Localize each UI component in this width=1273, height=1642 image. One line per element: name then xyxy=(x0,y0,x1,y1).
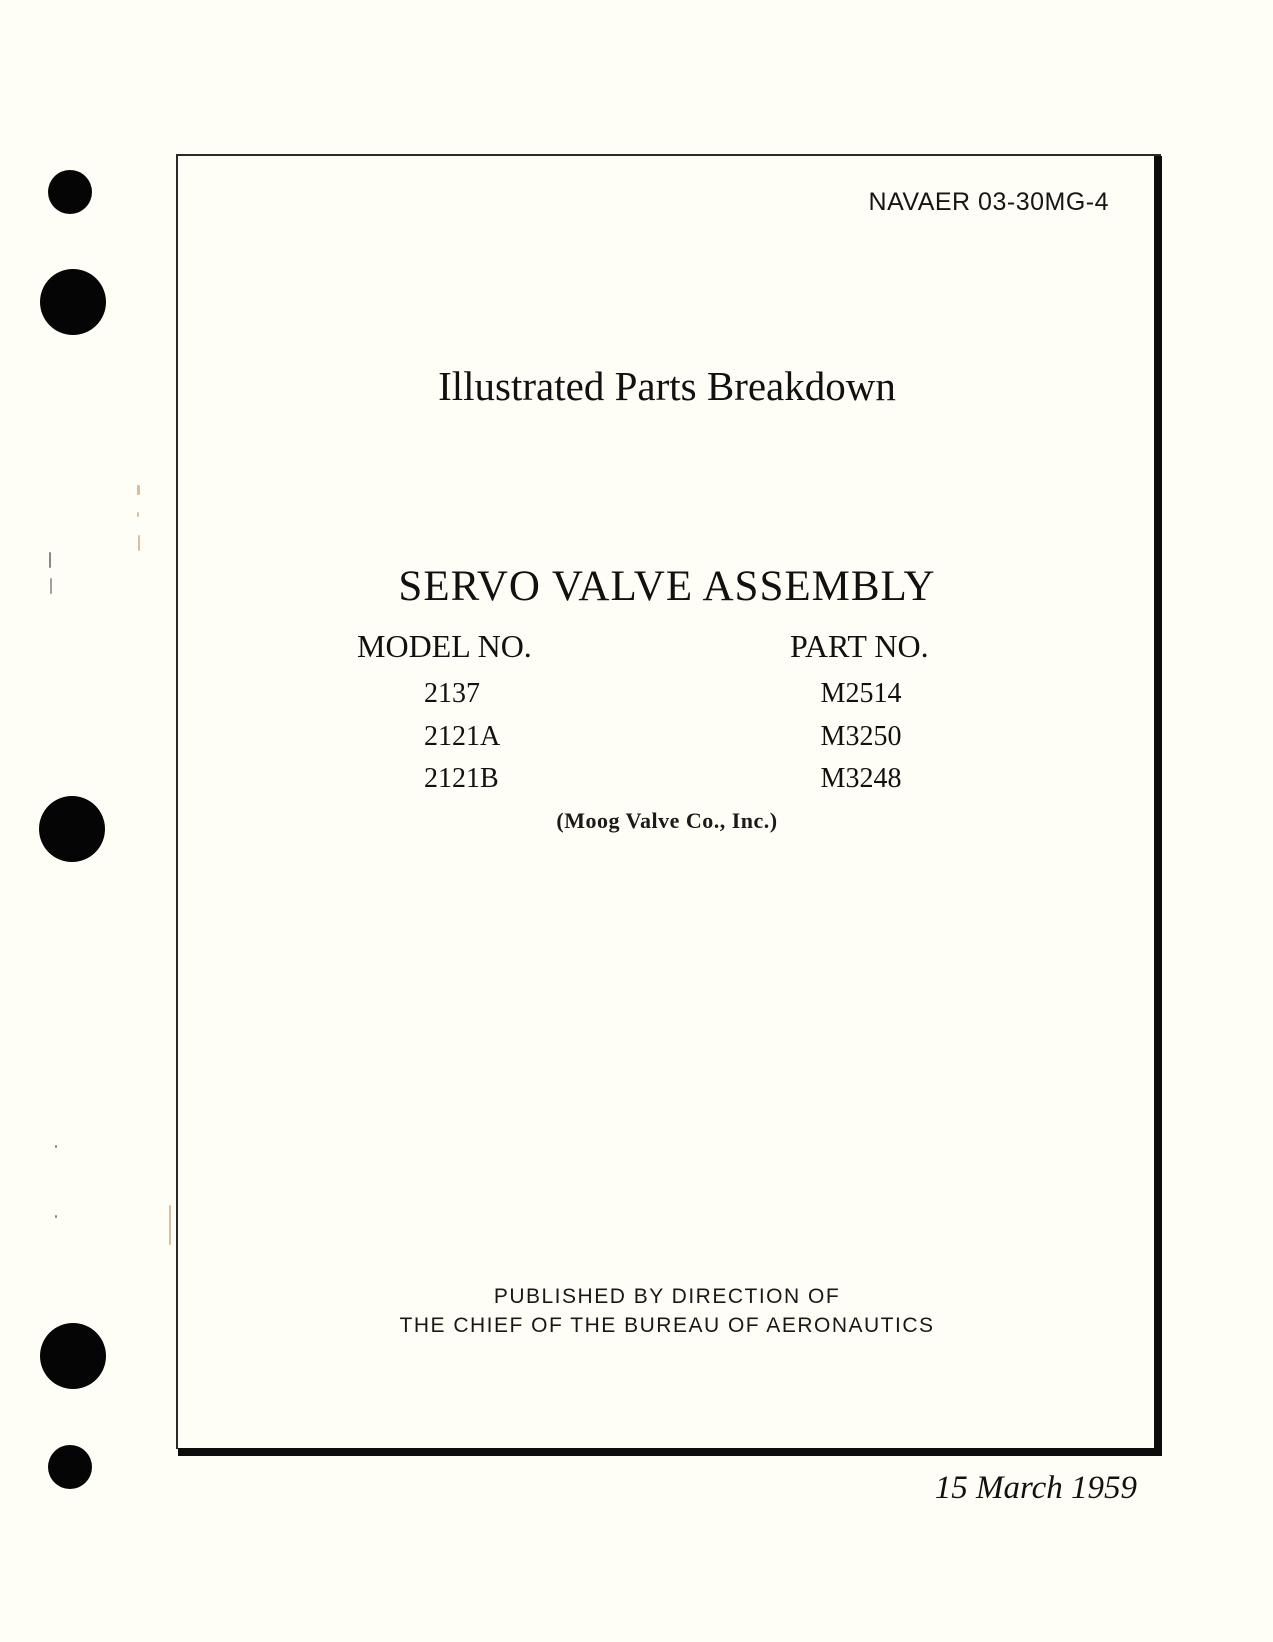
part-number: M3250 xyxy=(820,721,902,752)
frame-right-rule xyxy=(1154,156,1162,1456)
margin-mark xyxy=(138,535,140,551)
margin-mark xyxy=(137,485,140,495)
margin-mark xyxy=(55,1215,57,1218)
margin-mark xyxy=(137,512,139,517)
frame-left-rule xyxy=(176,154,178,1449)
part-number: M3248 xyxy=(820,763,902,794)
frame-top-rule xyxy=(176,154,1161,156)
frame-bottom-rule xyxy=(178,1448,1162,1456)
model-number: 2121A xyxy=(424,721,501,752)
publication-date: 15 March 1959 xyxy=(934,1470,1137,1506)
publisher-line: PUBLISHED BY DIRECTION OF xyxy=(493,1285,841,1308)
document-title: SERVO VALVE ASSEMBLY xyxy=(398,563,936,610)
margin-mark xyxy=(55,1145,57,1148)
part-number-header: PART NO. xyxy=(790,628,929,664)
part-number: M2514 xyxy=(820,678,902,709)
document-number: NAVAER 03-30MG-4 xyxy=(868,188,1109,216)
punch-hole xyxy=(40,269,106,335)
model-number: 2137 xyxy=(424,678,480,709)
manufacturer-name: (Moog Valve Co., Inc.) xyxy=(556,808,778,833)
model-number-header: MODEL NO. xyxy=(357,628,532,664)
document-type: Illustrated Parts Breakdown xyxy=(438,363,896,409)
punch-hole xyxy=(48,170,92,214)
punch-hole xyxy=(48,1445,92,1489)
margin-mark xyxy=(169,1205,171,1245)
model-number: 2121B xyxy=(424,763,499,794)
publisher-line: THE CHIEF OF THE BUREAU OF AERONAUTICS xyxy=(399,1314,935,1337)
